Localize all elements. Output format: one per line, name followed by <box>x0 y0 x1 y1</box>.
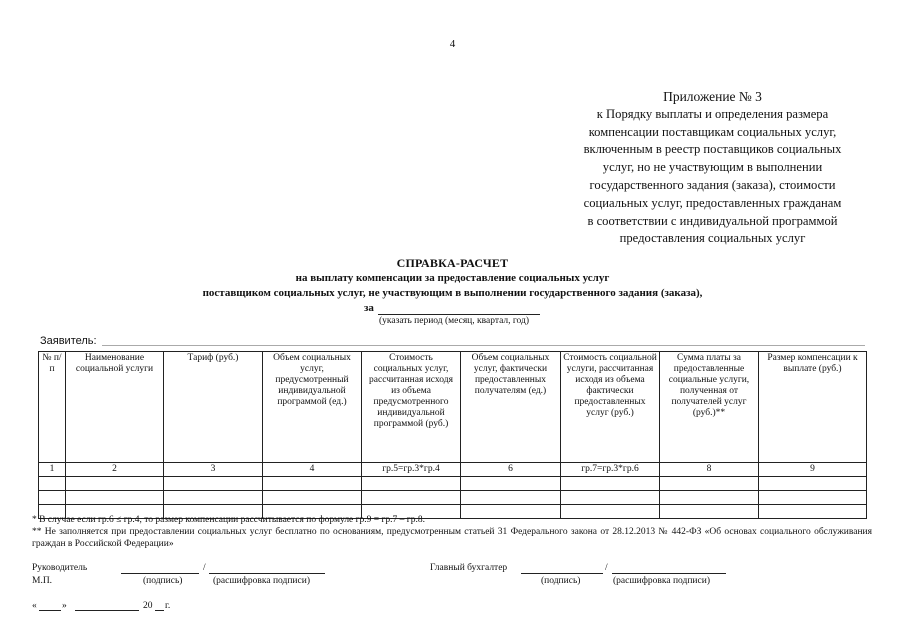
date-close-quote: » <box>62 601 67 611</box>
table-cell[interactable] <box>263 491 362 505</box>
footnote-1: * В случае если гр.6 ≤ гр.4, то размер компенсации рассчитывается по формуле гр.9 = гр.7 – гр.8. <box>32 515 425 525</box>
column-header: Сумма платы за предоставленные социальные услуги, полученная от получателей услуг (руб.)** <box>660 352 759 463</box>
table-cell[interactable] <box>362 477 461 491</box>
appendix-line: социальных услуг, предоставленных гражданам <box>583 195 842 210</box>
form-title: СПРАВКА-РАСЧЕТ <box>396 256 509 270</box>
form-subtitle: поставщиком социальных услуг, не участвующим в выполнении государственного задания (заказа), <box>202 287 703 299</box>
signature-hint: (подпись) <box>143 576 183 586</box>
column-header: Размер компенсации к выплате (руб.) <box>759 352 867 463</box>
column-number: 3 <box>164 463 263 477</box>
table-cell[interactable] <box>461 491 561 505</box>
slash: / <box>605 563 608 573</box>
date-year-prefix: 20 <box>143 601 153 611</box>
page-number: 4 <box>449 38 456 50</box>
appendix-title: Приложение № 3 <box>663 89 762 104</box>
appendix-line: компенсации поставщикам социальных услуг, <box>588 124 837 139</box>
column-header: Стоимость социальных услуг, рассчитанная исходя из объема предусмотренного индивидуальной программой (руб.) <box>362 352 461 463</box>
table-cell[interactable] <box>39 477 66 491</box>
accountant-signature-line[interactable] <box>521 573 603 574</box>
date-month-line[interactable] <box>75 610 139 611</box>
date-open-quote: « <box>32 601 37 611</box>
table-header-row <box>39 352 867 463</box>
head-label: Руководитель <box>32 563 88 573</box>
table-cell[interactable] <box>164 491 263 505</box>
column-number: 9 <box>759 463 867 477</box>
table-cell[interactable] <box>660 491 759 505</box>
column-number: 1 <box>39 463 66 477</box>
table-cell[interactable] <box>660 477 759 491</box>
head-decode-line[interactable] <box>209 573 325 574</box>
table-cell[interactable] <box>362 491 461 505</box>
accountant-decode-line[interactable] <box>612 573 726 574</box>
applicant-label: Заявитель: <box>40 335 97 347</box>
column-number: гр.5=гр.3*гр.4 <box>362 463 461 477</box>
column-number: 4 <box>263 463 362 477</box>
date-year-suffix: г. <box>165 601 171 611</box>
calculation-table <box>38 351 867 519</box>
appendix-line: услуг, но не участвующим в выполнении <box>602 160 823 175</box>
date-year-line[interactable] <box>155 610 164 611</box>
table-cell[interactable] <box>759 477 867 491</box>
decode-hint: (расшифровка подписи) <box>613 576 710 586</box>
table-cell[interactable] <box>759 491 867 505</box>
table-cell[interactable] <box>561 491 660 505</box>
signature-hint: (подпись) <box>541 576 581 586</box>
column-header: Стоимость социальной услуги, рассчитанная исходя из объема фактически предоставленных услуг (руб.) <box>561 352 660 463</box>
accountant-label: Главный бухгалтер <box>430 563 508 573</box>
appendix-block <box>540 88 885 248</box>
column-number: гр.7=гр.3*гр.6 <box>561 463 660 477</box>
appendix-line: предоставления социальных услуг <box>619 231 806 246</box>
column-number: 6 <box>461 463 561 477</box>
table-cell[interactable] <box>164 477 263 491</box>
table-cell[interactable] <box>263 477 362 491</box>
table-row <box>39 491 867 505</box>
column-number: 2 <box>66 463 164 477</box>
table-cell[interactable] <box>66 491 164 505</box>
stamp-label: М.П. <box>32 576 53 586</box>
date-day-line[interactable] <box>39 610 61 611</box>
table-cell[interactable] <box>39 491 66 505</box>
column-header: Объем социальных услуг, фактически предоставленных получателям (ед.) <box>461 352 561 463</box>
column-header: Тариф (руб.) <box>164 352 263 463</box>
column-number-row <box>39 463 867 477</box>
column-number: 8 <box>660 463 759 477</box>
form-subtitle: на выплату компенсации за предоставление социальных услуг <box>295 272 610 284</box>
appendix-line: в соответствии с индивидуальной программой <box>587 213 838 228</box>
period-hint: (указать период (месяц, квартал, год) <box>378 316 530 326</box>
period-input-line[interactable] <box>378 314 540 315</box>
column-header: № п/п <box>39 352 66 463</box>
footnote-2: ** Не заполняется при предоставлении социальных услуг бесплатно по основаниям, предусмотренным статьей 31 Федерального закона от 28.12.2013 № 442-ФЗ «Об основах социального обслуживания граждан в Российской Федерации» <box>32 527 872 549</box>
appendix-line: государственного задания (заказа), стоимости <box>589 177 836 192</box>
applicant-input-line[interactable] <box>102 345 865 346</box>
table-row <box>39 477 867 491</box>
appendix-line: к Порядку выплаты и определения размера <box>596 106 829 121</box>
column-header: Объем социальных услуг, предусмотренный индивидуальной программой (ед.) <box>263 352 362 463</box>
slash: / <box>203 563 206 573</box>
period-prefix: за <box>364 302 374 314</box>
column-header: Наименование социальной услуги <box>66 352 164 463</box>
decode-hint: (расшифровка подписи) <box>213 576 310 586</box>
table-cell[interactable] <box>461 477 561 491</box>
head-signature-line[interactable] <box>121 573 199 574</box>
appendix-line: включенным в реестр поставщиков социальных <box>583 142 842 157</box>
table-cell[interactable] <box>561 477 660 491</box>
table-cell[interactable] <box>66 477 164 491</box>
